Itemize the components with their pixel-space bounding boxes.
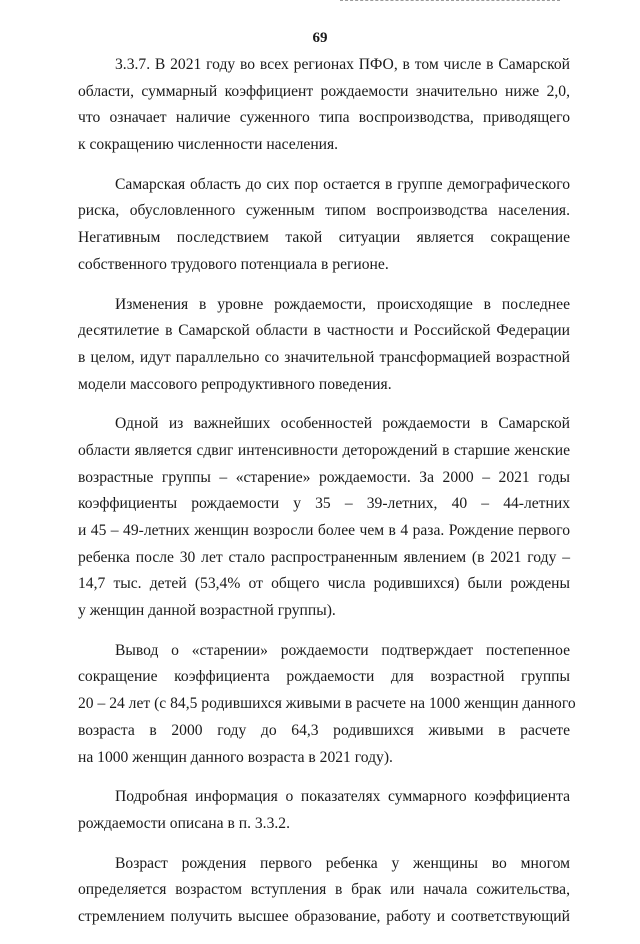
text-line: области, суммарный коэффициент рождаемости значительно ниже 2,0, [78,82,570,100]
page-number: 69 [312,30,328,46]
text-line: 14,7 тыс. детей (53,4% от общего числа родившихся) были рождены [78,575,570,593]
text-line: риска, обусловленного суженным типом воспроизводства населения. [78,202,570,220]
scan-top-edge [340,0,560,2]
text-line: собственного трудового потенциала в регионе. [78,255,389,273]
text-line: 20 – 24 лет (с 84,5 родившихся живыми в расчете на 1000 женщин данного [78,695,576,713]
text-line: и 45 – 49-летних женщин возросли более чем в 4 раза. Рождение первого [78,522,570,539]
text-line: Подробная информация о показателях суммарного коэффициента [115,788,570,806]
text-line: 3.3.7. В 2021 году во всех регионах ПФО, в том числе в Самарской [115,56,570,73]
text-line: возрастные группы – «старение» рождаемости. За 2000 – 2021 годы [78,468,570,486]
paragraph [78,172,570,279]
text-line: Негативным последствием такой ситуации является сокращение [78,229,570,247]
text-line: что означает наличие суженного типа воспроизводства, приводящего [78,109,570,127]
text-line: возраста в 2000 году до 64,3 родившихся живыми в расчете [78,721,570,739]
paragraph [78,292,570,399]
text-line: определяется возрастом вступления в брак или начала сожительства, [78,881,570,899]
text-line: рождаемости описана в п. 3.3.2. [78,814,290,832]
paragraph [78,784,570,837]
paragraph [78,411,570,625]
text-line: в целом, идут параллельно со значительной трансформацией возрастной [78,348,570,366]
paragraph [78,52,570,159]
body-text [78,52,576,944]
text-line: Возраст рождения первого ребенка у женщины во многом [115,854,570,872]
text-line: ребенка после 30 лет стало распространенным явлением (в 2021 году – [78,548,570,566]
text-line: коэффициенты рождаемости у 35 – 39-летних, 40 – 44-летних [78,495,570,513]
text-line: области является сдвиг интенсивности деторождений в старшие женские [78,441,570,459]
text-line: Самарская область до сих пор остается в группе демографического [115,175,570,193]
text-line: к сокращению численности населения. [78,136,339,154]
paragraph [78,851,570,931]
text-line: Изменения в уровне рождаемости, происходящие в последнее [115,295,570,313]
text-line: модели массового репродуктивного поведения. [78,375,392,393]
paragraph [78,638,576,771]
text-line: сокращение коэффициента рождаемости для возрастной группы [78,668,570,686]
text-line: на 1000 женщин данного возраста в 2021 году). [78,748,393,766]
text-line: десятилетие в Самарской области в частности и Российской Федерации [78,322,570,340]
text-line: стремлением получить высшее образование, работу и соответствующий [78,907,570,925]
text-line: Одной из важнейших особенностей рождаемости в Самарской [115,415,570,433]
text-line: Вывод о «старении» рождаемости подтверждает постепенное [115,641,570,659]
text-line: у женщин данной возрастной группы). [78,602,336,620]
